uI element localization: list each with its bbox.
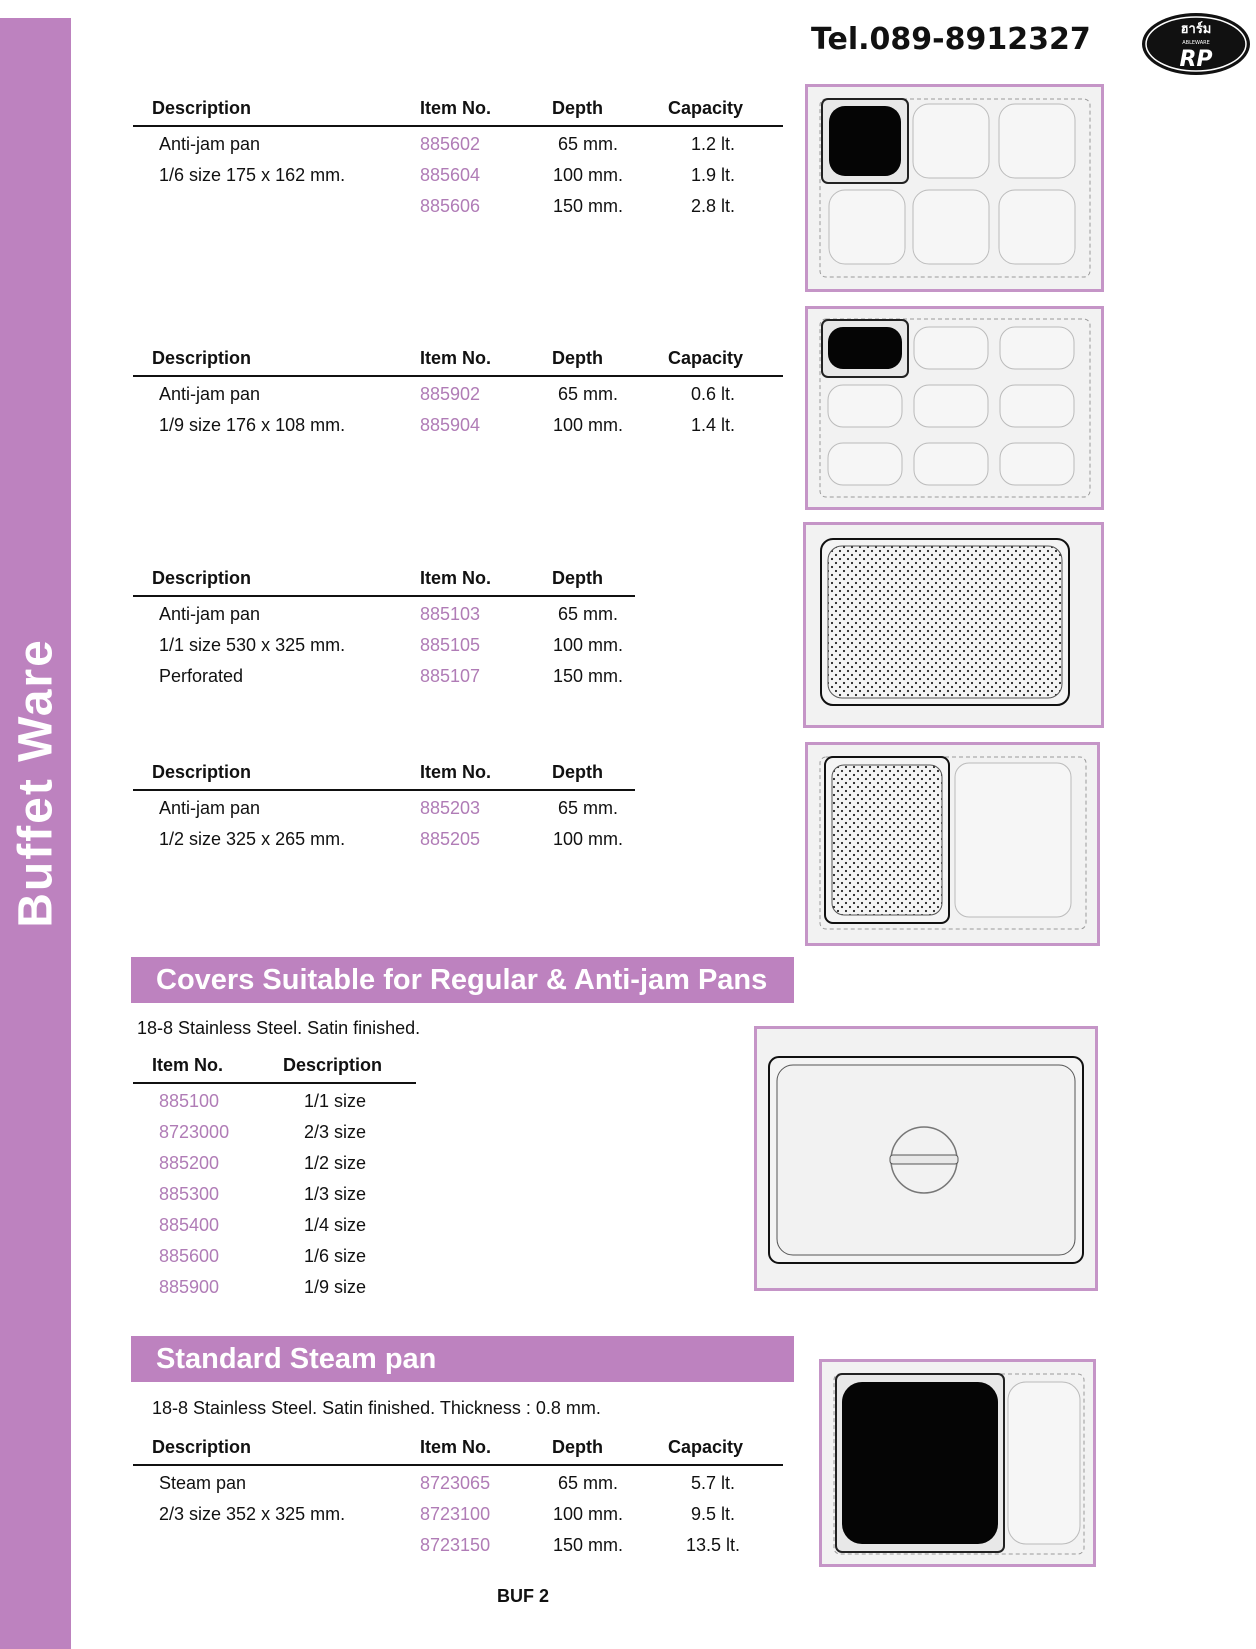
header-rule xyxy=(133,595,635,597)
sidebar-band xyxy=(0,18,71,1649)
table-header xyxy=(133,93,783,123)
page-number: BUF 2 xyxy=(497,1586,550,1606)
cell-description: 1/9 size xyxy=(304,1277,367,1297)
table-row xyxy=(133,129,783,159)
table-header xyxy=(133,757,635,787)
cell-depth: 65 mm. xyxy=(557,134,618,154)
header-item-no: Item No. xyxy=(420,568,492,588)
steam-note: 18-8 Stainless Steel. Satin finished. Thickness : 0.8 mm. xyxy=(152,1398,601,1418)
table-row xyxy=(133,599,635,629)
pan-1-9-illustration xyxy=(805,306,1104,510)
header-item-no: Item No. xyxy=(420,348,492,368)
header-rule xyxy=(133,125,783,127)
cell-item-no: 8723100 xyxy=(420,1504,491,1524)
cell-item-no: 885600 xyxy=(159,1246,220,1266)
header-capacity: Capacity xyxy=(668,98,744,118)
table-row xyxy=(133,160,783,190)
cell-depth: 65 mm. xyxy=(557,604,618,624)
header-item-no: Item No. xyxy=(152,1055,224,1075)
cell-description: 1/1 size xyxy=(304,1091,367,1111)
cell-item-no: 885103 xyxy=(420,604,481,624)
pan-1-6-illustration xyxy=(805,84,1104,292)
cell-capacity: 2.8 lt. xyxy=(690,196,736,216)
header-description: Description xyxy=(152,1437,252,1457)
table-row xyxy=(133,379,783,409)
cell-item-no: 885602 xyxy=(420,134,481,154)
cell-depth: 65 mm. xyxy=(557,384,618,404)
cell-description: Anti-jam pan xyxy=(159,798,261,818)
covers-banner: Covers Suitable for Regular & Anti-jam Pans xyxy=(131,957,794,1003)
header-description: Description xyxy=(152,98,252,118)
cell-description: 1/2 size 325 x 265 mm. xyxy=(159,829,346,849)
header-depth: Depth xyxy=(552,762,603,782)
cell-item-no: 885205 xyxy=(420,829,481,849)
cell-description: Perforated xyxy=(159,666,244,686)
svg-text:ฮาร์ม: ฮาร์ม xyxy=(1180,22,1212,37)
header-depth: Depth xyxy=(552,98,603,118)
cell-item-no: 885300 xyxy=(159,1184,220,1204)
cell-description: 1/4 size xyxy=(304,1215,367,1235)
table-row xyxy=(133,410,783,440)
cell-capacity: 5.7 lt. xyxy=(690,1473,736,1493)
cell-item-no: 885100 xyxy=(159,1091,220,1111)
cell-capacity: 9.5 lt. xyxy=(690,1504,736,1524)
table-row xyxy=(133,1117,416,1147)
header-depth: Depth xyxy=(552,568,603,588)
table-row xyxy=(133,1179,416,1209)
cell-description: 1/6 size 175 x 162 mm. xyxy=(159,165,346,185)
cell-item-no: 885203 xyxy=(420,798,481,818)
cell-depth: 100 mm. xyxy=(552,415,624,435)
table-row xyxy=(133,793,635,823)
table-row xyxy=(133,1530,783,1560)
header-item-no: Item No. xyxy=(420,762,492,782)
table-row xyxy=(133,1272,416,1302)
header-rule xyxy=(133,1464,783,1466)
pan-1-1-perforated-illustration xyxy=(803,522,1104,728)
cell-description: Steam pan xyxy=(159,1473,247,1493)
header-depth: Depth xyxy=(552,1437,603,1457)
steam-banner: Standard Steam pan xyxy=(131,1336,794,1382)
header-description: Description xyxy=(152,568,252,588)
table-row xyxy=(133,1210,416,1240)
cell-item-no: 885107 xyxy=(420,666,481,686)
covers-note: 18-8 Stainless Steel. Satin finished. xyxy=(137,1018,421,1038)
cell-depth: 100 mm. xyxy=(552,165,624,185)
table-row xyxy=(133,824,635,854)
cell-description: 1/2 size xyxy=(304,1153,367,1173)
cell-depth: 100 mm. xyxy=(552,1504,624,1524)
table-row xyxy=(133,1086,416,1116)
header-description: Description xyxy=(152,348,252,368)
cell-capacity: 1.2 lt. xyxy=(690,134,736,154)
cell-description: 1/1 size 530 x 325 mm. xyxy=(159,635,346,655)
header-capacity: Capacity xyxy=(668,1437,744,1457)
cell-depth: 150 mm. xyxy=(552,1535,624,1555)
table-header xyxy=(133,1432,783,1462)
header-description: Description xyxy=(283,1055,383,1075)
svg-text:RP: RP xyxy=(1179,47,1213,72)
table-row xyxy=(133,1148,416,1178)
cell-depth: 65 mm. xyxy=(557,798,618,818)
cell-item-no: 885400 xyxy=(159,1215,220,1235)
header-depth: Depth xyxy=(552,348,603,368)
table-row xyxy=(133,1499,783,1529)
cell-description: 1/9 size 176 x 108 mm. xyxy=(159,415,346,435)
cell-item-no: 885604 xyxy=(420,165,481,185)
header-item-no: Item No. xyxy=(420,1437,492,1457)
cell-depth: 65 mm. xyxy=(557,1473,618,1493)
header-rule xyxy=(133,789,635,791)
phone-number: Tel.089-8912327 xyxy=(811,22,1091,57)
cell-item-no: 885902 xyxy=(420,384,481,404)
cell-description: 2/3 size xyxy=(304,1122,367,1142)
cell-item-no: 8723150 xyxy=(420,1535,491,1555)
cell-capacity: 1.9 lt. xyxy=(690,165,736,185)
cell-description: Anti-jam pan xyxy=(159,134,261,154)
table-header xyxy=(133,343,783,373)
cell-description: 2/3 size 352 x 325 mm. xyxy=(159,1504,346,1524)
header-description: Description xyxy=(152,762,252,782)
cell-item-no: 885900 xyxy=(159,1277,220,1297)
brand-logo xyxy=(1140,10,1252,78)
sidebar-title: Buffet Ware xyxy=(9,638,63,928)
cell-capacity: 0.6 lt. xyxy=(690,384,736,404)
cell-item-no: 885904 xyxy=(420,415,481,435)
svg-text:ABLEWARE: ABLEWARE xyxy=(1182,40,1210,46)
cell-depth: 150 mm. xyxy=(552,196,624,216)
table-row xyxy=(133,191,783,221)
table-row xyxy=(133,630,635,660)
cell-item-no: 885105 xyxy=(420,635,481,655)
cover-illustration xyxy=(754,1026,1098,1291)
table-header xyxy=(133,563,635,593)
cell-description: Anti-jam pan xyxy=(159,384,261,404)
cell-description: Anti-jam pan xyxy=(159,604,261,624)
table-row xyxy=(133,661,635,691)
cell-capacity: 1.4 lt. xyxy=(690,415,736,435)
cell-depth: 100 mm. xyxy=(552,829,624,849)
header-rule xyxy=(133,375,783,377)
cell-capacity: 13.5 lt. xyxy=(685,1535,741,1555)
steam-pan-illustration xyxy=(819,1359,1096,1567)
header-capacity: Capacity xyxy=(668,348,744,368)
header-item-no: Item No. xyxy=(420,98,492,118)
cell-depth: 150 mm. xyxy=(552,666,624,686)
cell-description: 1/3 size xyxy=(304,1184,367,1204)
pan-1-2-illustration xyxy=(805,742,1100,946)
table-header xyxy=(133,1050,416,1080)
cell-item-no: 8723000 xyxy=(159,1122,230,1142)
cell-item-no: 885606 xyxy=(420,196,481,216)
cell-description: 1/6 size xyxy=(304,1246,367,1266)
cell-item-no: 885200 xyxy=(159,1153,220,1173)
table-row xyxy=(133,1241,416,1271)
header-rule xyxy=(133,1082,416,1084)
cell-depth: 100 mm. xyxy=(552,635,624,655)
cell-item-no: 8723065 xyxy=(420,1473,491,1493)
table-row xyxy=(133,1468,783,1498)
